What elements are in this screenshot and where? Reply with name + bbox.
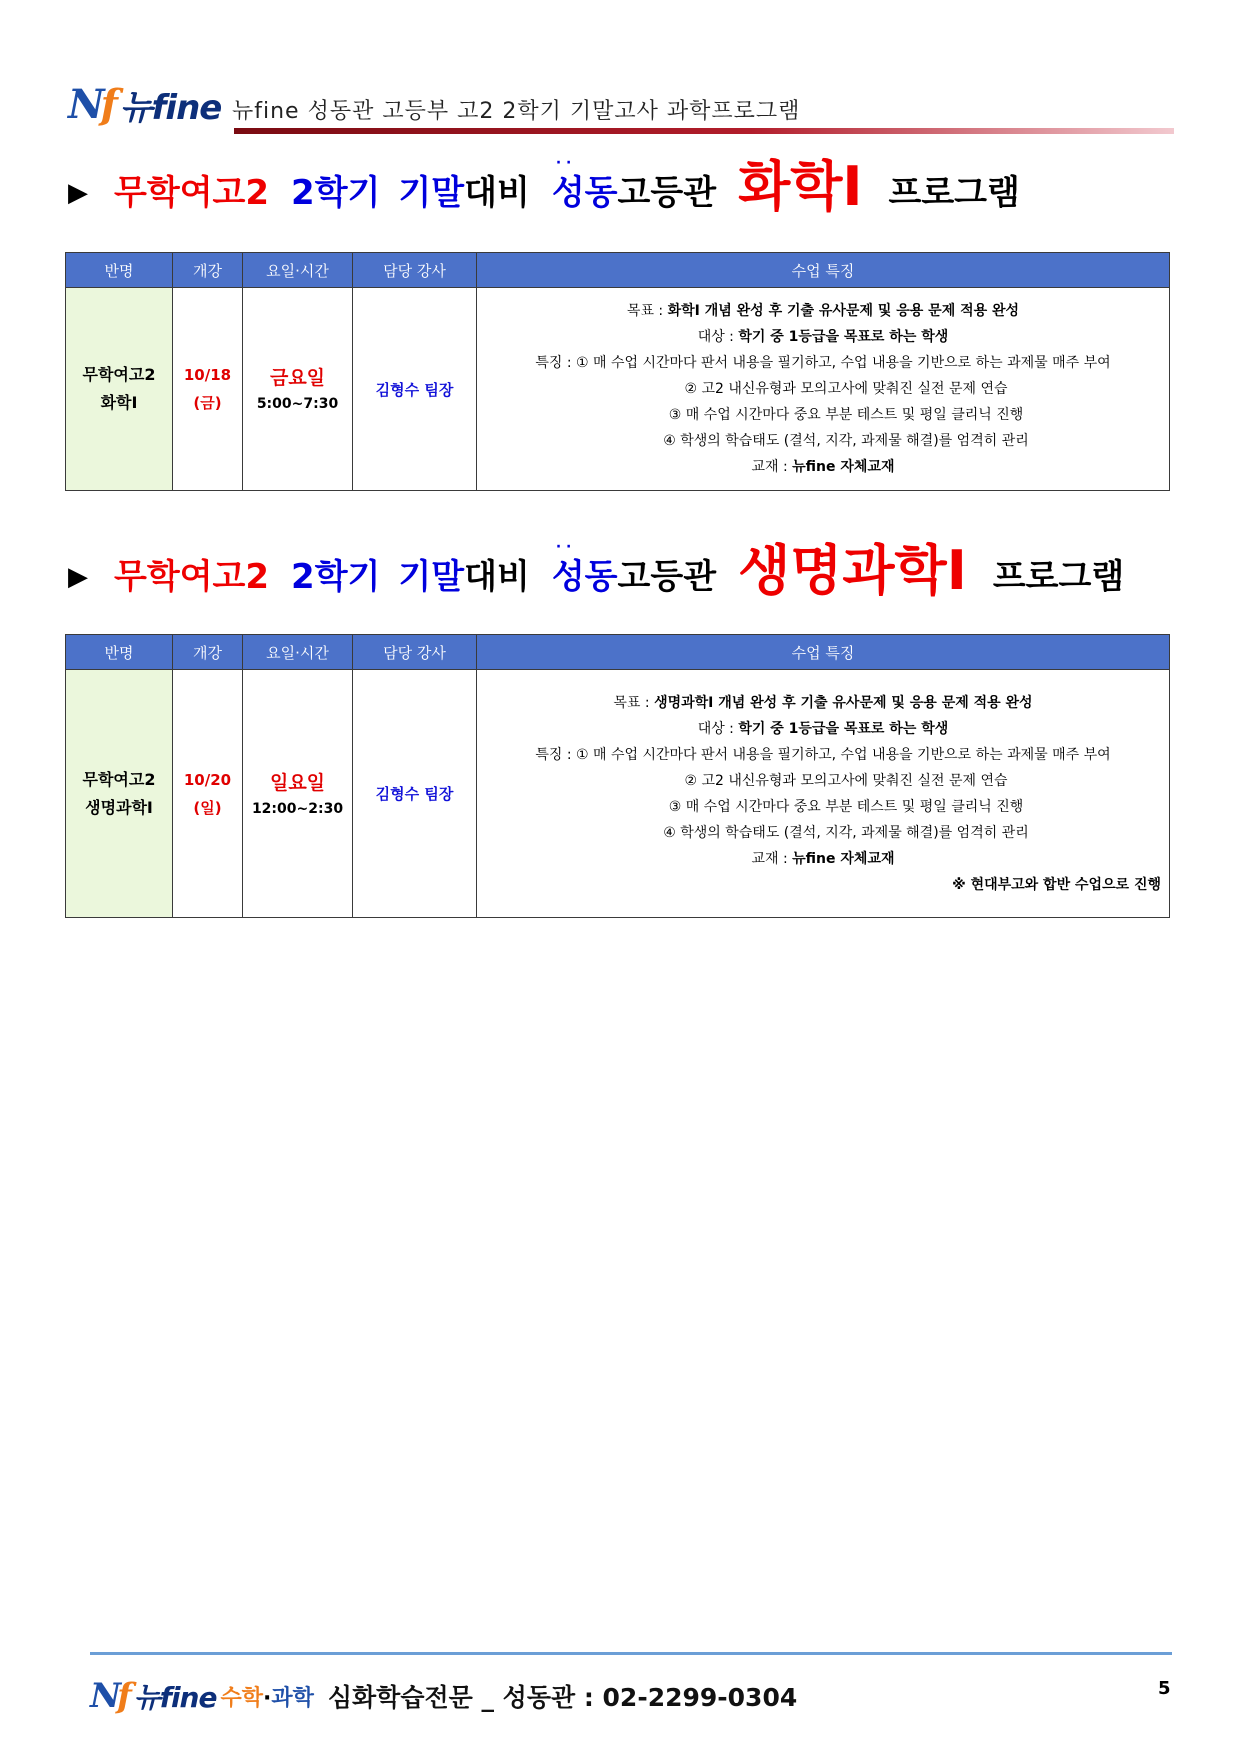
table-header-row: [66, 253, 1170, 288]
triangle-bullet-icon: ▶: [68, 562, 88, 592]
logo-mark: Nf: [68, 80, 114, 128]
col-features: 수업 특징: [477, 253, 1170, 288]
program-table-chemistry: [65, 252, 1170, 491]
feature-line: ③ 매 수업 시간마다 중요 부분 테스트 및 평일 클리닉 진행: [668, 798, 1024, 815]
brand-logo: [68, 80, 221, 128]
heading-exam: 기말: [398, 557, 465, 597]
heading-exam: 기말: [398, 173, 465, 213]
footer: [90, 1676, 797, 1716]
col-class-name: 반명: [66, 635, 173, 670]
footer-contact: 심화학습전문 _ 성동관 : 02-2299-0304: [327, 1683, 798, 1712]
feature-line: ④ 학생의 학습태도 (결석, 지각, 과제물 해결)를 엄격히 관리: [663, 433, 1029, 449]
section-heading-chemistry: [68, 155, 1020, 218]
heading-campus: · · 성동: [551, 539, 618, 597]
goal-line: 목표 : 화학Ⅰ 개념 완성 후 기출 유사문제 및 응용 문제 적용 완성: [626, 303, 1020, 319]
features-cell: [477, 670, 1170, 918]
target-line: 대상 : 학기 중 1등급을 목표로 하는 학생: [697, 329, 949, 345]
feature-line: ② 고2 내신유형과 모의고사에 맞춰진 실전 문제 연습: [684, 381, 1008, 397]
footer-logo-mark: Nf: [90, 1676, 128, 1716]
footer-logo-text: 뉴fine: [133, 1681, 217, 1714]
emphasis-dots: · ·: [555, 155, 572, 171]
col-class-name: 반명: [66, 253, 173, 288]
heading-term: 2학기: [291, 557, 381, 597]
col-features: 수업 특징: [477, 635, 1170, 670]
teacher-cell: 김형수 팀장: [353, 288, 477, 491]
footer-subjects: 수학·과학: [220, 1685, 314, 1711]
start-date-cell: 10/20 (일): [173, 670, 243, 918]
section-heading-biology: [68, 539, 1125, 602]
table-header-row: [66, 635, 1170, 670]
feature-line: ④ 학생의 학습태도 (결석, 지각, 과제물 해결)를 엄격히 관리: [663, 824, 1029, 841]
logo-text: 뉴fine: [119, 87, 222, 128]
heading-subject: 화학Ⅰ: [738, 155, 863, 218]
heading-exam-suffix: 대비: [464, 173, 530, 213]
heading-campus: · · 성동: [551, 155, 618, 213]
feature-line: 특징 : ① 매 수업 시간마다 판서 내용을 필기하고, 수업 내용을 기반으로 하는 과제물 매주 부여: [535, 746, 1111, 763]
heading-subject: 생명과학Ⅰ: [738, 539, 967, 602]
col-teacher: 담당 강사: [353, 635, 477, 670]
schedule-cell: 금요일 5:00~7:30: [243, 288, 353, 491]
heading-campus-suffix: 고등관: [617, 557, 717, 597]
heading-program: 프로그램: [888, 173, 1020, 213]
joint-class-note: ※ 현대부고와 합반 수업으로 진행: [952, 876, 1161, 893]
textbook-line: 교재 : 뉴fine 자체교재: [751, 459, 895, 475]
col-start-date: 개강: [173, 635, 243, 670]
col-schedule: 요일·시간: [243, 253, 353, 288]
page-number: 5: [1158, 1678, 1171, 1699]
class-name-cell: 무학여고2 화학Ⅰ: [66, 288, 173, 491]
footer-divider: [90, 1652, 1172, 1655]
heading-school: 무학여고2: [114, 173, 270, 213]
textbook-line: 교재 : 뉴fine 자체교재: [751, 850, 895, 867]
target-line: 대상 : 학기 중 1등급을 목표로 하는 학생: [697, 720, 949, 737]
schedule-cell: 일요일 12:00~2:30: [243, 670, 353, 918]
goal-line: 목표 : 생명과학Ⅰ 개념 완성 후 기출 유사문제 및 응용 문제 적용 완성: [613, 694, 1033, 711]
heading-school: 무학여고2: [114, 557, 270, 597]
teacher-cell: 김형수 팀장: [353, 670, 477, 918]
heading-program: 프로그램: [992, 557, 1125, 597]
document-title: 뉴fine 성동관 고등부 고2 2학기 기말고사 과학프로그램: [232, 99, 801, 124]
heading-exam-suffix: 대비: [464, 557, 530, 597]
feature-line: ③ 매 수업 시간마다 중요 부분 테스트 및 평일 클리닉 진행: [668, 407, 1024, 423]
heading-campus-suffix: 고등관: [617, 173, 717, 213]
heading-term: 2학기: [291, 173, 381, 213]
col-schedule: 요일·시간: [243, 635, 353, 670]
feature-line: 특징 : ① 매 수업 시간마다 판서 내용을 필기하고, 수업 내용을 기반으로 하는 과제물 매주 부여: [535, 355, 1111, 371]
table-row: [66, 670, 1170, 918]
table-row: [66, 288, 1170, 491]
features-cell: [477, 288, 1170, 491]
program-table-biology: [65, 634, 1170, 918]
feature-line: ② 고2 내신유형과 모의고사에 맞춰진 실전 문제 연습: [684, 772, 1008, 789]
triangle-bullet-icon: ▶: [68, 178, 88, 208]
col-teacher: 담당 강사: [353, 253, 477, 288]
header-divider: [234, 128, 1174, 134]
col-start-date: 개강: [173, 253, 243, 288]
start-date-cell: 10/18 (금): [173, 288, 243, 491]
class-name-cell: 무학여고2 생명과학Ⅰ: [66, 670, 173, 918]
emphasis-dots: · ·: [555, 539, 572, 555]
